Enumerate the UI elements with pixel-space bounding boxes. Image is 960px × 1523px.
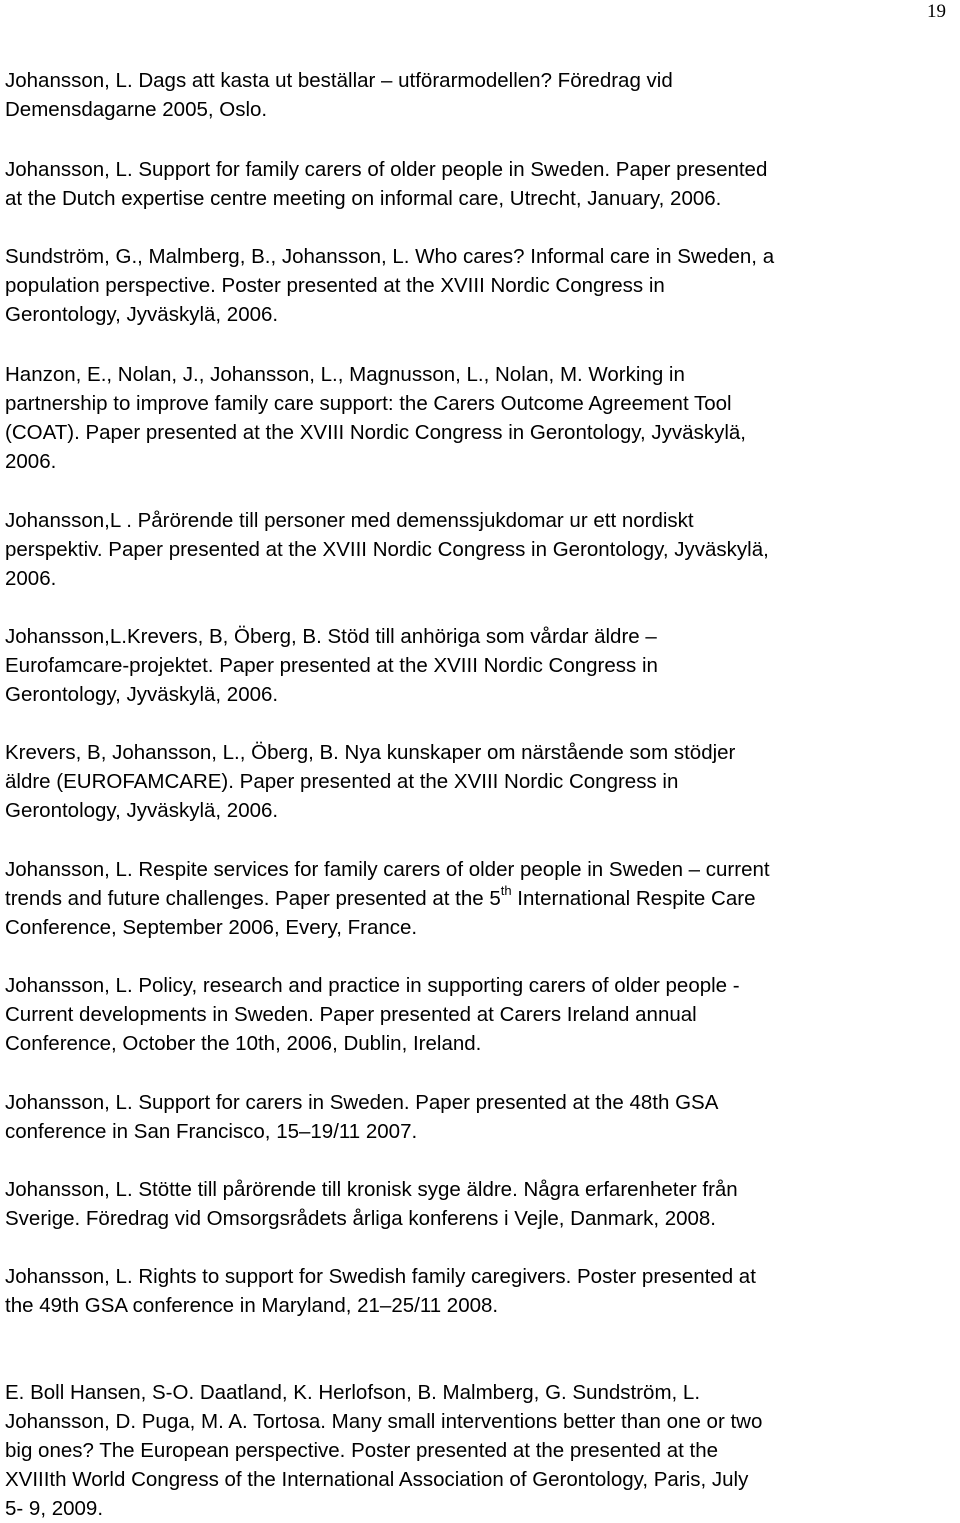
reference-line: big ones? The European perspective. Poster presented at the presented at the [5, 1439, 719, 1462]
reference-line: population perspective. Poster presented at the XVIII Nordic Congress in [5, 274, 665, 297]
reference-line: Johansson, L. Support for family carers of older people in Sweden. Paper presented [5, 158, 768, 181]
reference-line: E. Boll Hansen, S-O. Daatland, K. Herlofson, B. Malmberg, G. Sundström, L. [5, 1381, 701, 1404]
reference-line: Johansson,L . Pårörende till personer med demenssjukdomar ur ett nordiskt [5, 509, 694, 532]
reference-line: 2006. [5, 450, 57, 473]
reference-item [5, 360, 746, 476]
reference-line: Sundström, G., Malmberg, B., Johansson, L. Who cares? Informal care in Sweden, a [5, 245, 775, 268]
reference-line: Hanzon, E., Nolan, J., Johansson, L., Magnusson, L., Nolan, M. Working in [5, 363, 685, 386]
reference-line: 2006. [5, 567, 57, 590]
reference-line: Johansson,L.Krevers, B, Öberg, B. Stöd till anhöriga som vårdar äldre – [5, 625, 657, 648]
reference-line [5, 884, 770, 913]
page-number: 19 [927, 1, 946, 22]
reference-item [5, 971, 740, 1058]
reference-line: Johansson, L. Respite services for family carers of older people in Sweden – current [5, 858, 770, 881]
reference-item [5, 66, 673, 124]
reference-line: äldre (EUROFAMCARE). Paper presented at the XVIII Nordic Congress in [5, 770, 679, 793]
reference-line: partnership to improve family care support: the Carers Outcome Agreement Tool [5, 392, 732, 415]
reference-line: Sverige. Föredrag vid Omsorgsrådets årliga konferens i Vejle, Danmark, 2008. [5, 1207, 717, 1230]
reference-line: the 49th GSA conference in Maryland, 21–25/11 2008. [5, 1294, 499, 1317]
reference-line: Demensdagarne 2005, Oslo. [5, 98, 268, 121]
reference-line: Conference, October the 10th, 2006, Dublin, Ireland. [5, 1032, 482, 1055]
reference-text: trends and future challenges. Paper presented at the 5 [5, 887, 501, 910]
reference-line: Johansson, L. Policy, research and practice in supporting carers of older people - [5, 974, 740, 997]
reference-line: conference in San Francisco, 15–19/11 2007. [5, 1120, 418, 1143]
reference-line: Current developments in Sweden. Paper presented at Carers Ireland annual [5, 1003, 697, 1026]
reference-line: Gerontology, Jyväskylä, 2006. [5, 303, 279, 326]
reference-item [5, 1378, 762, 1523]
reference-item [5, 1088, 718, 1146]
reference-line: Gerontology, Jyväskylä, 2006. [5, 799, 279, 822]
reference-line: Johansson, L. Support for carers in Sweden. Paper presented at the 48th GSA [5, 1091, 719, 1114]
reference-line: XVIIIth World Congress of the International Association of Gerontology, Paris, July [5, 1468, 749, 1491]
reference-line: (COAT). Paper presented at the XVIII Nordic Congress in Gerontology, Jyväskylä, [5, 421, 746, 444]
reference-line: Johansson, D. Puga, M. A. Tortosa. Many small interventions better than one or two [5, 1410, 763, 1433]
reference-line: perspektiv. Paper presented at the XVIII Nordic Congress in Gerontology, Jyväskylä, [5, 538, 769, 561]
reference-item [5, 155, 767, 213]
reference-line: Conference, September 2006, Every, France. [5, 916, 418, 939]
reference-item [5, 738, 735, 825]
reference-line: Johansson, L. Dags att kasta ut beställar – utförarmodellen? Föredrag vid [5, 69, 673, 92]
ordinal-superscript: th [500, 883, 512, 899]
reference-line: Eurofamcare-projektet. Paper presented at the XVIII Nordic Congress in [5, 654, 658, 677]
reference-line: Johansson, L. Stötte till pårörende till kronisk syge äldre. Några erfarenheter från [5, 1178, 738, 1201]
reference-item [5, 242, 774, 329]
reference-item [5, 855, 770, 942]
reference-line: at the Dutch expertise centre meeting on informal care, Utrecht, January, 2006. [5, 187, 722, 210]
reference-item [5, 1262, 756, 1320]
reference-line: 5- 9, 2009. [5, 1497, 104, 1520]
reference-line: Krevers, B, Johansson, L., Öberg, B. Nya kunskaper om närstående som stödjer [5, 741, 736, 764]
reference-item [5, 1175, 738, 1233]
reference-text: International Respite Care [511, 887, 756, 910]
reference-item [5, 506, 769, 593]
reference-line: Gerontology, Jyväskylä, 2006. [5, 683, 279, 706]
reference-item [5, 622, 658, 709]
reference-line: Johansson, L. Rights to support for Swedish family caregivers. Poster presented at [5, 1265, 756, 1288]
